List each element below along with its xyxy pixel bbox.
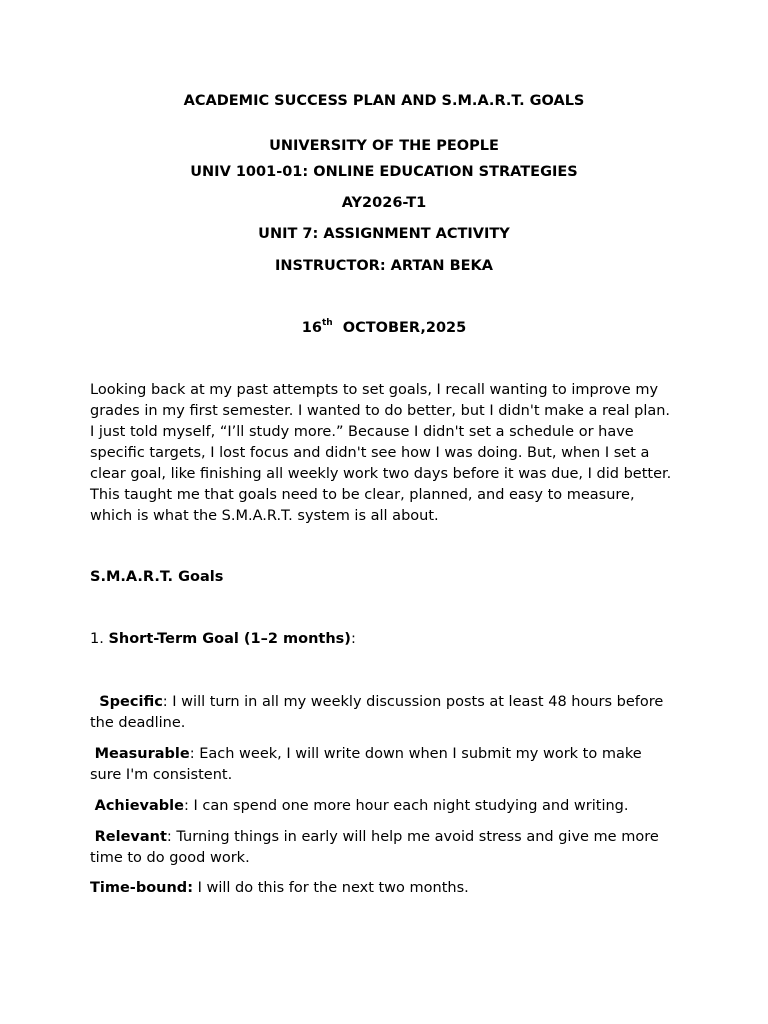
document-title: ACADEMIC SUCCESS PLAN AND S.M.A.R.T. GOALS	[183, 93, 585, 109]
unit-label: UNIT 7: ASSIGNMENT ACTIVITY	[258, 226, 510, 242]
smart-label: Time-bound:	[90, 880, 193, 896]
date-day: 16	[301, 320, 322, 336]
smart-sep: :	[166, 829, 172, 845]
goal-title: Short-Term Goal (1–2 months)	[108, 631, 351, 647]
goal-colon: :	[350, 631, 356, 647]
section-heading: S.M.A.R.T. Goals	[90, 569, 224, 585]
instructor-label: INSTRUCTOR: ARTAN BEKA	[275, 258, 493, 274]
smart-item-measurable	[90, 744, 675, 786]
smart-sep: :	[189, 746, 195, 762]
smart-text: I will turn in all my weekly discussion posts at least 48 hours before the deadline.	[90, 694, 664, 731]
smart-sep: :	[162, 694, 168, 710]
smart-text: I can spend one more hour each night studying and writing.	[188, 798, 629, 814]
document-date	[0, 318, 768, 338]
course-name: UNIV 1001-01: ONLINE EDUCATION STRATEGIES	[190, 164, 578, 180]
smart-text: I will do this for the next two months.	[193, 880, 469, 896]
university-name: UNIVERSITY OF THE PEOPLE	[269, 138, 499, 154]
smart-label: Achievable	[94, 798, 184, 814]
smart-text: Each week, I will write down when I submit my work to make sure I'm consistent.	[90, 746, 642, 783]
smart-label: Measurable	[94, 746, 190, 762]
smart-label: Specific	[99, 694, 163, 710]
smart-text: Turning things in early will help me avoid stress and give me more time to do good work.	[90, 829, 659, 866]
intro-paragraph: Looking back at my past attempts to set goals, I recall wanting to improve my grades in my first semester. I wanted to do better, but I didn't make a real plan. I just told myself, “I’ll study more.” Because I didn't set a schedule or have specific targets, I lost focus and didn't see how I was doing. But, when I set a clear goal, like finishing all weekly work two days before it was due, I did better. This taught me that goals need to be clear, planned, and easy to measure, which is what the S.M.A.R.T. system is all about.	[90, 382, 672, 524]
goal-heading	[90, 629, 675, 650]
date-month-year: OCTOBER,2025	[342, 320, 467, 336]
smart-label: Relevant	[94, 829, 167, 845]
smart-item-achievable	[90, 796, 675, 817]
goal-number: 1.	[90, 631, 104, 647]
smart-item-relevant	[90, 827, 675, 869]
smart-item-time-bound	[90, 878, 675, 899]
date-suffix: th	[321, 318, 333, 329]
smart-item-specific	[90, 692, 675, 734]
smart-sep: :	[183, 798, 189, 814]
term-label: AY2026-T1	[341, 195, 427, 211]
